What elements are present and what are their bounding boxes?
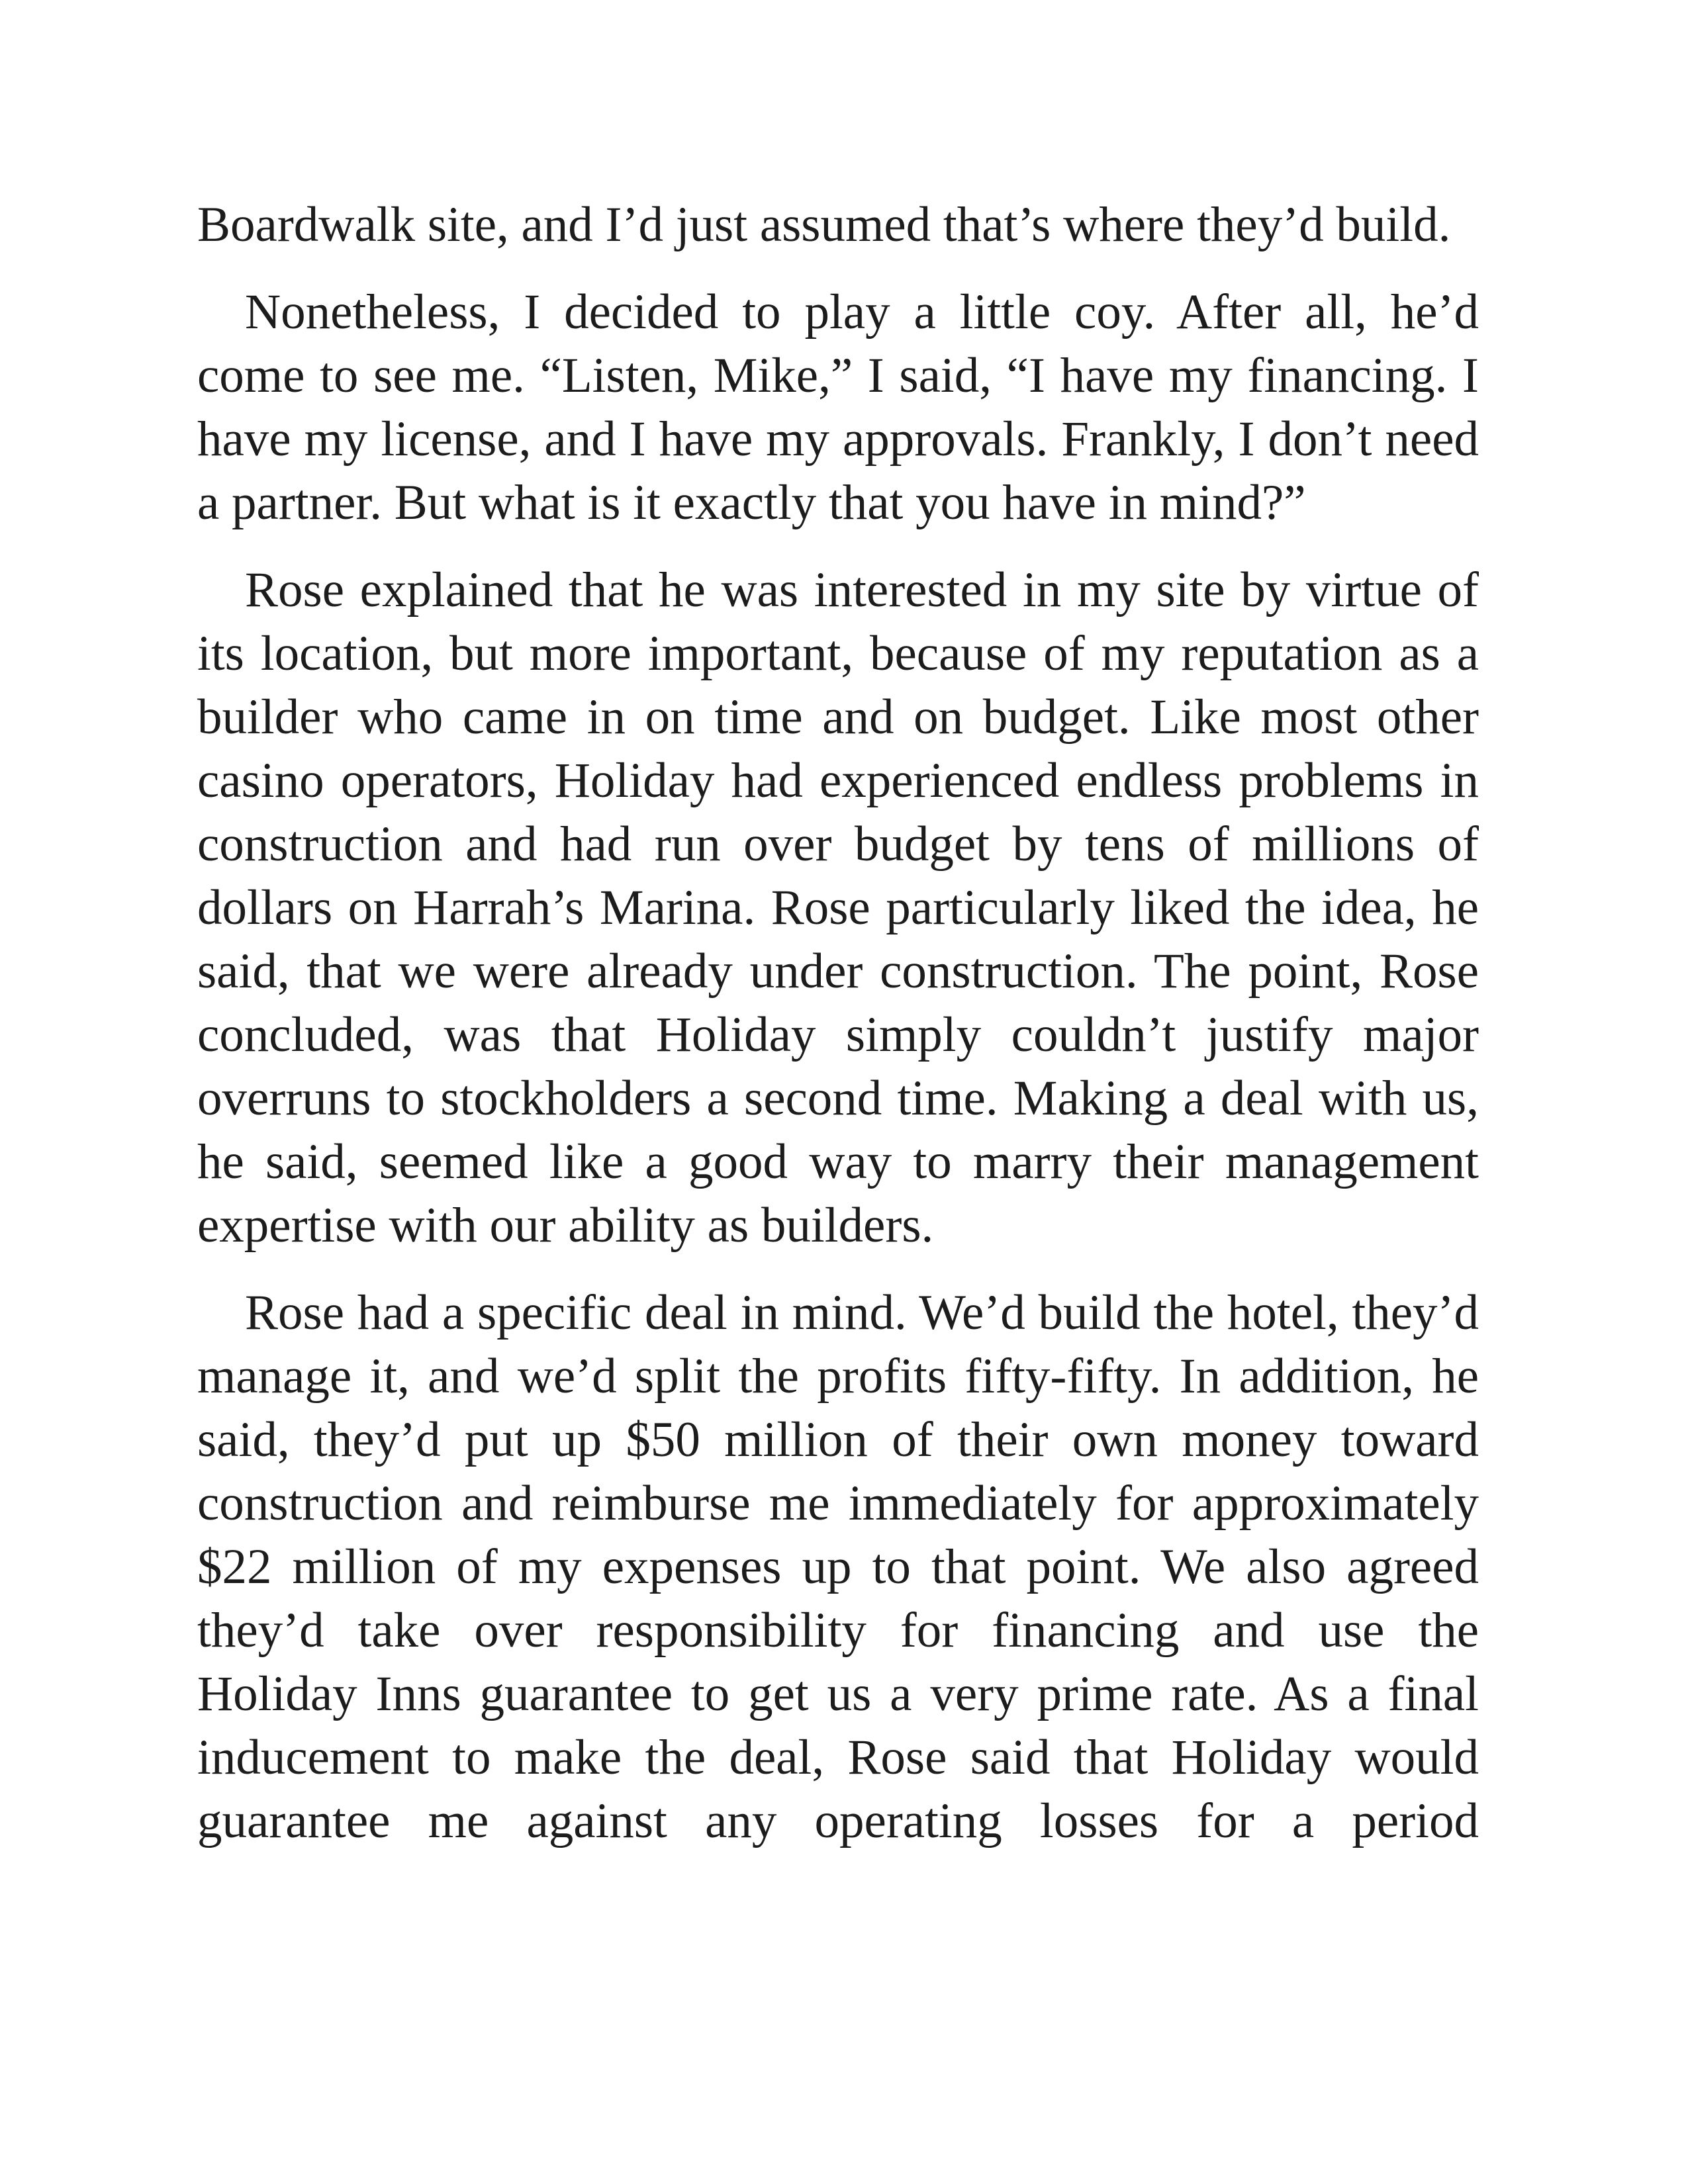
body-text [197,193,1479,1877]
paragraph-continued: Boardwalk site, and I’d just assumed that’s where they’d build. [197,197,1451,252]
paragraph-nonetheless: Nonetheless, I decided to play a little coy. After all, he’d come to see me. “Listen, Mike,” I said, “I have my financing. I have my license, and I have my approvals. Frankly, I don’t need a partner. But what is it exactly that you have in mind?” [197,285,1479,530]
paragraph-rose-explained: Rose explained that he was interested in my site by virtue of its location, but more important, because of my reputation as a builder who came in on time and on budget. Like most other casino operators, Holiday had experienced endless problems in construction and had run over budget by tens of millions of dollars on Harrah’s Marina. Rose particularly liked the idea, he said, that we were already under construction. The point, Rose concluded, was that Holiday simply couldn’t justify major overruns to stockholders a second time. Making a deal with us, he said, seemed like a good way to marry their management expertise with our ability as builders. [197,563,1479,1253]
paragraph-rose-deal: Rose had a specific deal in mind. We’d build the hotel, they’d manage it, and we’d split the profits fifty-fifty. In addition, he said, they’d put up $50 million of their own money toward construction and reimburse me immediately for approximately $22 million of my expenses up to that point. We also agreed they’d take over responsibility for financing and use the Holiday Inns guarantee to get us a very prime rate. As a final inducement to make the deal, Rose said that Holiday would guarantee me against any operating losses for a period [197,1285,1479,1848]
